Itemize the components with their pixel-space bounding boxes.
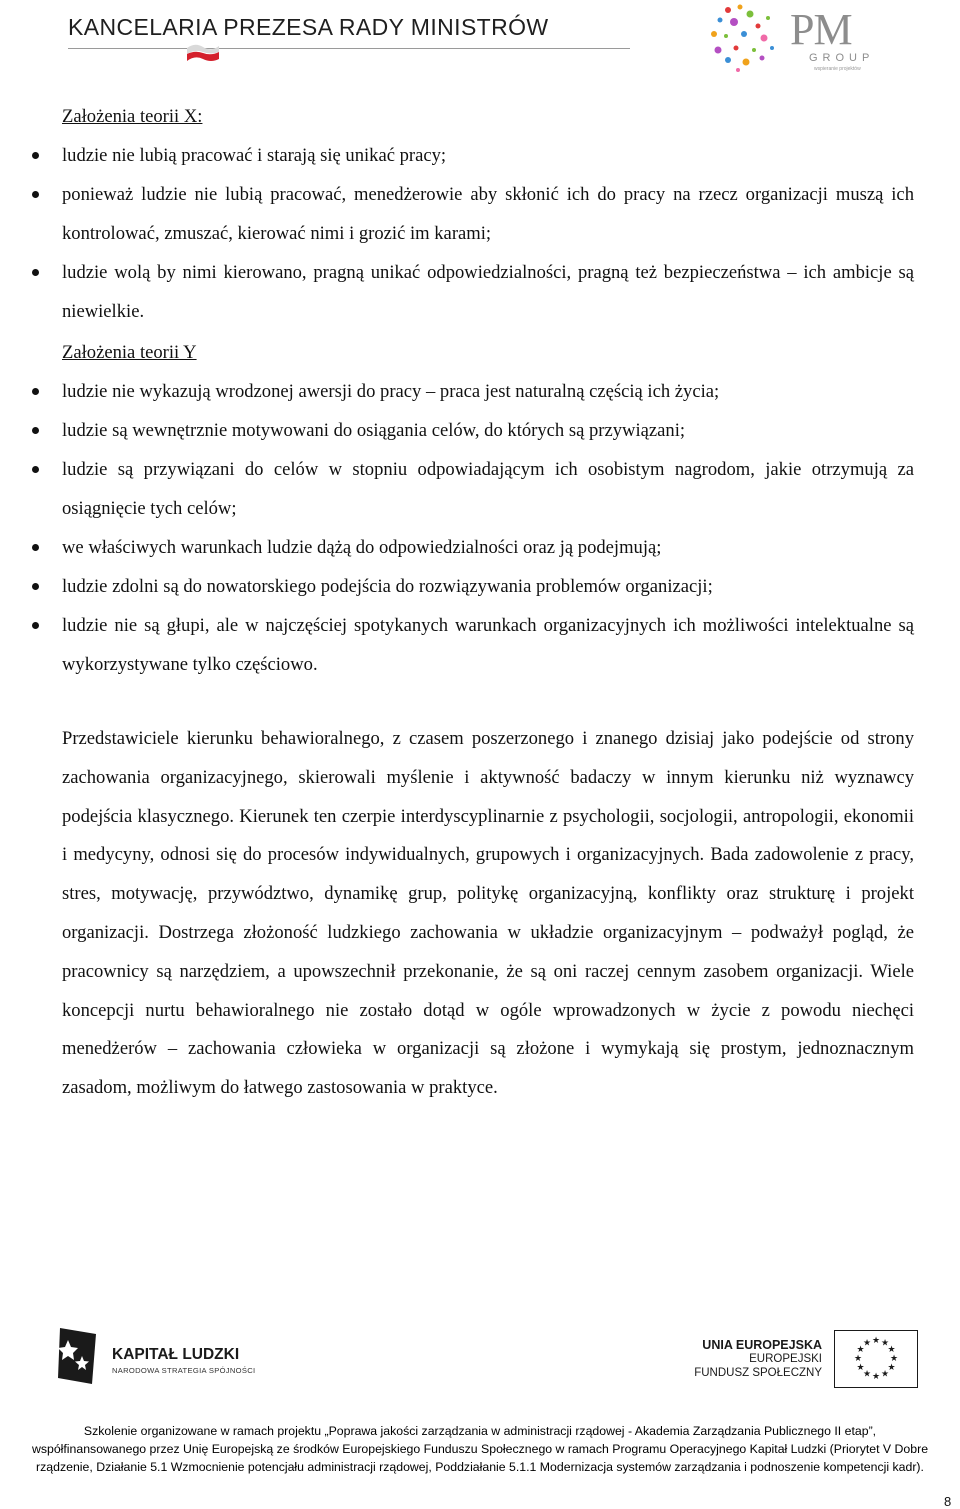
- footer-line: współfinansowanego przez Unię Europejską ze środków Europejskiego Funduszu Społecznego w ramach Programu Operacyjnego Kapitał Ludzki (Priorytet V Dobre: [31, 1442, 929, 1456]
- theory-x-heading: Założenia teorii X:: [62, 106, 203, 127]
- kapital-ludzki-subtitle: NARODOWA STRATEGIA SPÓJNOŚCI: [112, 1366, 256, 1375]
- list-item: ludzie wolą by nimi kierowano, pragną unikać odpowiedzialności, pragną też bezpieczeństwa – ich ambicje są niewielkie.: [62, 253, 914, 331]
- pm-logo-letters: PM: [790, 5, 852, 54]
- svg-text:★: ★: [853, 1354, 863, 1364]
- eu-flag-icon: [834, 1330, 918, 1388]
- svg-text:★: ★: [889, 1354, 899, 1364]
- footer-note: [0, 1422, 960, 1476]
- header-divider: [68, 48, 630, 49]
- pm-logo-tagline: wspieranie projektów: [814, 66, 861, 72]
- svg-text:★: ★: [856, 1345, 865, 1355]
- list-item: ludzie zdolni są do nowatorskiego podejścia do rozwiązywania problemów organizacji;: [62, 567, 914, 606]
- colored-dots-icon: [698, 2, 790, 76]
- theory-x-list: [62, 136, 914, 331]
- list-item: ludzie nie lubią pracować i starają się unikać pracy;: [62, 136, 914, 175]
- svg-text:★: ★: [880, 1338, 890, 1349]
- theory-y-list: [62, 372, 914, 684]
- svg-text:★: ★: [856, 1363, 865, 1373]
- polish-flag-icon: [186, 42, 220, 64]
- document-body: [62, 97, 914, 1127]
- page-number: 8: [944, 1494, 952, 1509]
- list-item: we właściwych warunkach ludzie dążą do odpowiedzialności oraz ją podejmują;: [62, 528, 914, 567]
- page-header: [0, 0, 960, 80]
- list-item: ludzie są przywiązani do celów w stopniu odpowiadającym ich osobistym nagrodom, jakie otrzymują za osiągnięcie tych celów;: [62, 450, 914, 528]
- eu-line-european: EUROPEJSKI: [749, 1353, 822, 1365]
- svg-text:★: ★: [871, 1336, 881, 1346]
- eu-label: [694, 1338, 822, 1380]
- pm-logo-group: GROUP: [809, 52, 875, 64]
- kapital-ludzki-title: KAPITAŁ LUDZKI: [112, 1346, 240, 1363]
- theory-y-heading: Założenia teorii Y: [62, 342, 197, 363]
- svg-text:★: ★: [880, 1369, 890, 1380]
- kprm-title: KANCELARIA PREZESA RADY MINISTRÓW: [68, 14, 549, 40]
- list-item: ludzie nie są głupi, ale w najczęściej spotykanych warunkach organizacyjnych ich możliwości intelektualne są wykorzystywane tylko częściowo.: [62, 606, 914, 684]
- list-item: ponieważ ludzie nie lubią pracować, menedżerowie aby skłonić ich do pracy na rzecz organizacji muszą ich kontrolować, zmuszać, kierować nimi i grozić im karami;: [62, 175, 914, 253]
- svg-text:★: ★: [887, 1345, 896, 1355]
- pm-group-logo: [698, 2, 898, 76]
- svg-text:★: ★: [862, 1338, 872, 1349]
- svg-text:★: ★: [862, 1369, 872, 1380]
- eu-line-union: UNIA EUROPEJSKA: [702, 1338, 822, 1352]
- svg-text:★: ★: [887, 1363, 896, 1373]
- footer-line: rządzenie, Działanie 5.1 Wzmocnienie potencjału administracji rządowej, Poddziałanie 5.1.1 Modernizacja systemów zarządzania i podnoszenie kompetencji kadr).: [36, 1460, 924, 1474]
- svg-text:★: ★: [871, 1372, 881, 1382]
- kapital-ludzki-emblem-icon: [56, 1326, 100, 1386]
- footer-logos: [0, 1318, 960, 1398]
- eu-line-fund: FUNDUSZ SPOŁECZNY: [694, 1367, 822, 1379]
- list-item: ludzie są wewnętrznie motywowani do osiągania celów, do których są przywiązani;: [62, 411, 914, 450]
- behavioral-paragraph: Przedstawiciele kierunku behawioralnego, z czasem poszerzonego i znanego dzisiaj jako podejście od strony zachowania organizacyjnego, skierowali myślenie i aktywność badaczy w innym kierunku niż wyznawcy podejścia klasycznego. Kierunek ten czerpie interdyscyplinarnie z psychologii, socjologii, antropologii, ekonomii i medycyny, odnosi się do procesów indywidualnych, grupowych i organizacyjnych. Bada zadowolenie z pracy, stres, motywację, przywództwo, dynamikę grup, politykę organizacyjną, konflikty oraz strukturę i projekt organizacji. Dostrzega złożoność ludzkiego zachowania w układzie organizacyjnym – podważył pogląd, że pracownicy są narzędziem, a upowszechnił przekonanie, że są oni raczej cennym zasobem organizacji. Wiele koncepcji nurtu behawioralnego nie zostało dotąd w ogóle wprowadzonych w życie z powodu niechęci menedżerów – zachowania człowieka w organizacji są złożone i wymykają się prostym, jednoznacznym zasadom, możliwym do łatwego zastosowania w praktyce.: [62, 728, 914, 1099]
- list-item: ludzie nie wykazują wrodzonej awersji do pracy – praca jest naturalną częścią ich życia;: [62, 372, 914, 411]
- footer-line: Szkolenie organizowane w ramach projektu „Poprawa jakości zarządzania w administracji rządowej - Akademia Zarządzania Publicznego II etap”,: [83, 1424, 877, 1438]
